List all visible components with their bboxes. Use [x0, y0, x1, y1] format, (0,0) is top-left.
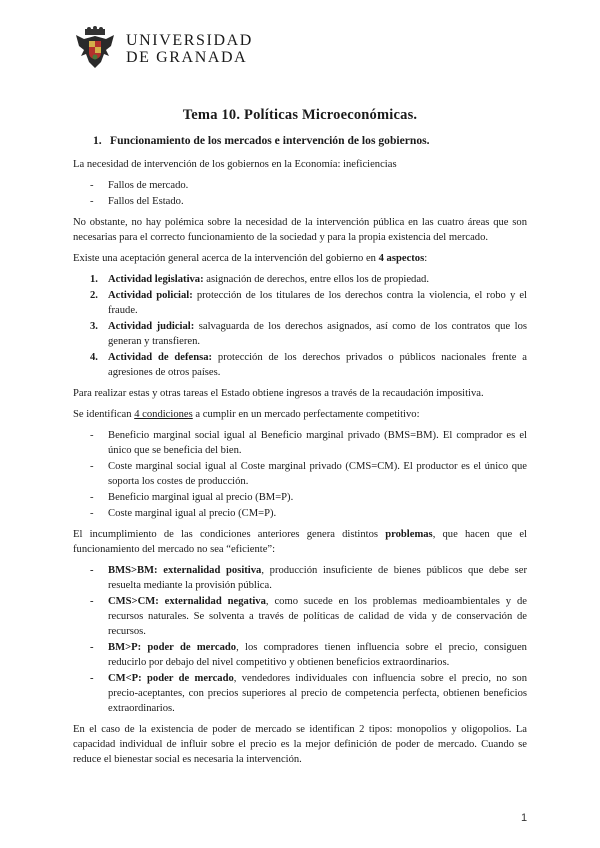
list-item: - Fallos del Estado.	[73, 194, 527, 209]
condiciones-list	[73, 428, 527, 521]
list-item: - Coste marginal social igual al Coste marginal privado (CMS=CM). El productor es el único que soporta los costes de producción.	[73, 459, 527, 489]
fallos-list	[73, 178, 527, 209]
document-body	[73, 108, 527, 773]
university-name-line1: UNIVERSIDAD	[126, 32, 253, 49]
page-number: 1	[521, 812, 528, 824]
paragraph-conditions: Se identifican 4 condiciones a cumplir en un mercado perfectamente competitivo:	[73, 409, 420, 420]
list-item: 2. Actividad policial: protección de los titulares de los derechos contra la violencia, el robo y el fraude.	[90, 290, 527, 316]
list-item: - CM<P: poder de mercado, vendedores individuales con influencia sobre el precio, no son precio-aceptantes, con precios superiores al precio de competencia perfecta, obtienen beneficios extraordinarios.	[73, 671, 527, 716]
section-heading	[73, 133, 527, 148]
aspectos-list	[73, 272, 527, 380]
paragraph-aspects: Existe una aceptación general acerca de la intervención del gobierno en 4 aspectos:	[73, 253, 428, 264]
list-item: - BMS>BM: externalidad positiva, producción insuficiente de bienes públicos que debe ser resuelta mediante la provisión pública.	[73, 563, 527, 593]
paragraph-problems: El incumplimiento de las condiciones anteriores genera distintos problemas, que hacen que el funcionamiento del mercado no sea “eficiente”:	[73, 529, 527, 555]
list-item: 3. Actividad judicial: salvaguarda de los derechos asignados, así como de los contratos que los generan y transfieren.	[90, 321, 527, 347]
university-crest-logo	[72, 26, 118, 72]
list-item: - Coste marginal igual al precio (CM=P).	[73, 506, 527, 521]
university-name-line2: DE GRANADA	[126, 49, 248, 66]
paragraph-areas: No obstante, no hay polémica sobre la necesidad de la intervención pública en las cuatro áreas que son necesarias para el correcto funcionamiento de la sociedad y para la propia existencia del mercado.	[73, 217, 527, 243]
list-item: - Beneficio marginal social igual al Beneficio marginal privado (BMS=BM). El comprador es el único que se beneficia del bien.	[73, 428, 527, 458]
list-item: 1. Actividad legislativa: asignación de derechos, entre ellos los de propiedad.	[90, 274, 429, 285]
paragraph-taxes: Para realizar estas y otras tareas el Estado obtiene ingresos a través de la recaudación impositiva.	[73, 388, 484, 399]
list-item: - CMS>CM: externalidad negativa, como sucede en los problemas medioambientales y de recursos naturales. Se solventa a través de políticas de calidad de vida y de conservación de recursos.	[73, 594, 527, 639]
list-item: - Fallos de mercado.	[73, 178, 527, 193]
page-header	[72, 26, 253, 72]
problemas-list	[73, 563, 527, 716]
list-item: 4. Actividad de defensa: protección de los derechos privados o públicos nacionales frente a agresiones de otros países.	[90, 352, 527, 378]
section-heading-text: Funcionamiento de los mercados e intervención de los gobiernos.	[110, 134, 430, 147]
paragraph-intro: La necesidad de intervención de los gobiernos en la Economía: ineficiencias	[73, 159, 397, 170]
page-title: Tema 10. Políticas Microeconómicas.	[182, 107, 418, 123]
paragraph-market-power: En el caso de la existencia de poder de mercado se identifican 2 tipos: monopolios y oligopolios. La capacidad individual de influir sobre el precio es la mejor definición de poder de mercado. Cuando se reduce el bienestar social es necesaria la intervención.	[73, 724, 527, 765]
section-number: 1.	[93, 134, 102, 147]
list-item: - BM>P: poder de mercado, los compradores tienen influencia sobre el precio, consiguen reducirlo por debajo del nivel competitivo y obtienen beneficios extraordinarios.	[73, 640, 527, 670]
list-item: - Beneficio marginal igual al precio (BM=P).	[73, 490, 527, 505]
university-name	[126, 32, 253, 66]
